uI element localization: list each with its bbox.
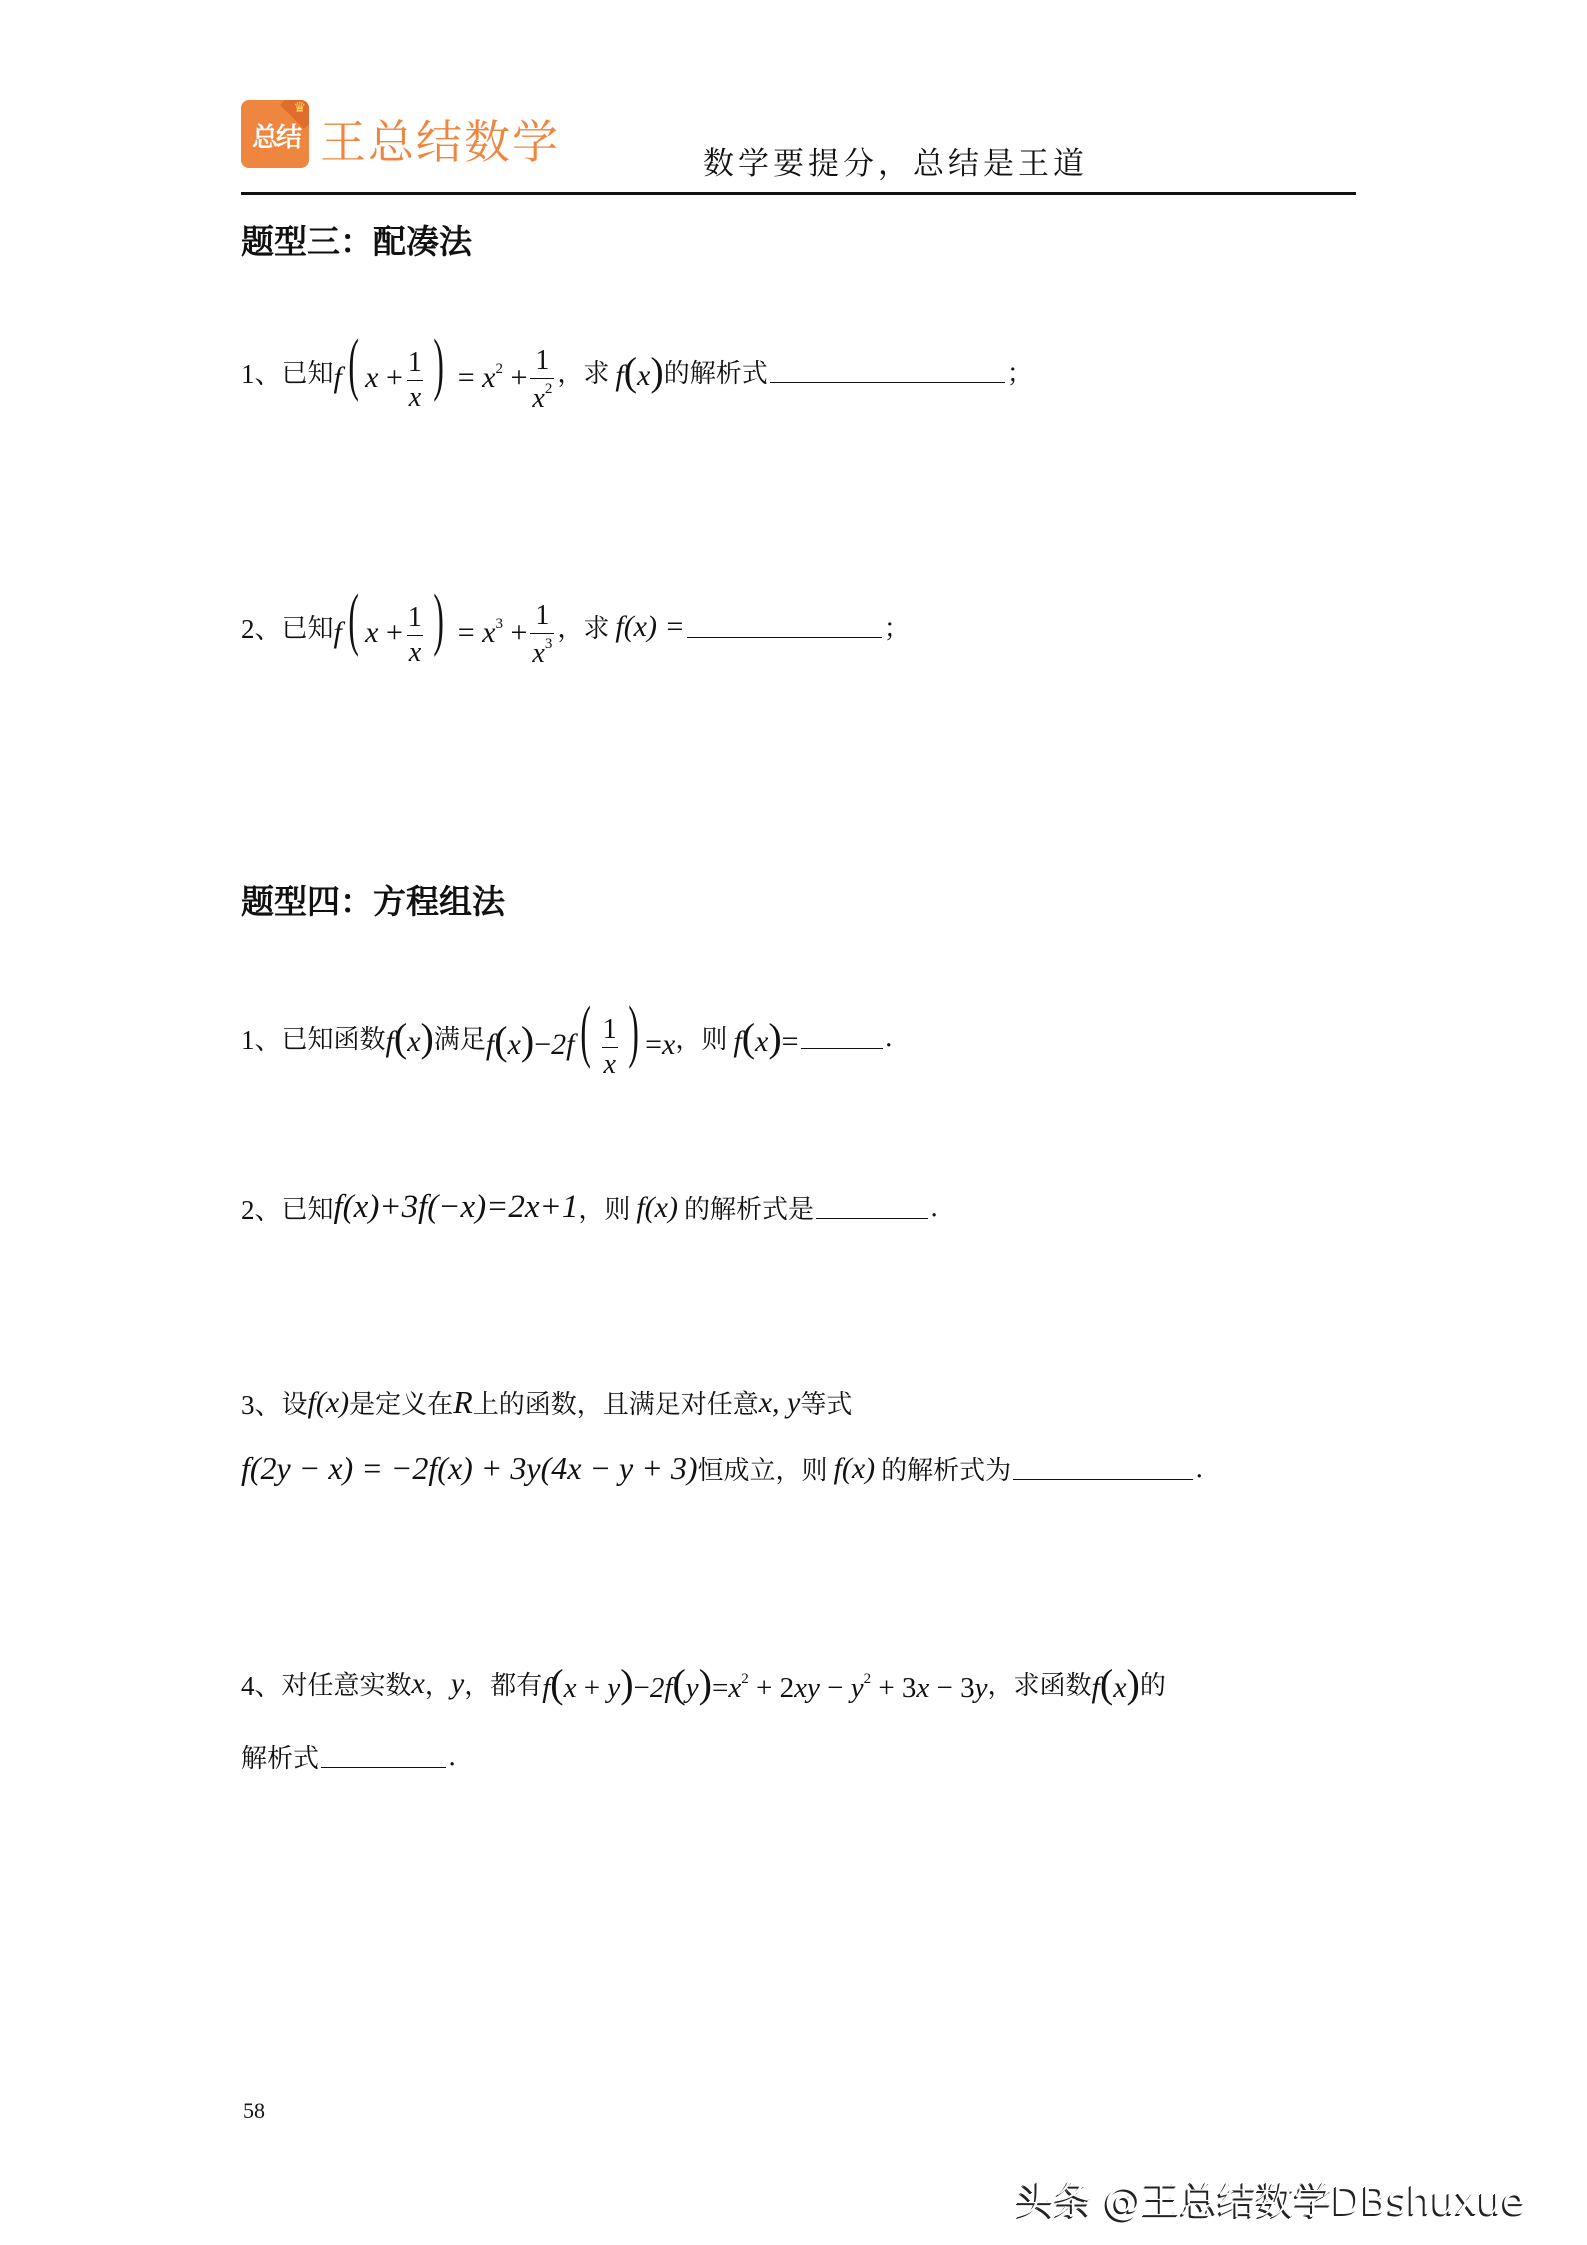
equation: $f(x + y)-2f(y)=x^2 + 2xy - y^2 + 3x - 3y$ [542,1661,988,1706]
section-title-4: 题型四：方程组法 [241,882,505,921]
equation: f( x + $\frac{1}{x}$ ) = $x^3$ + $\frac{1}{x^3}$ [333,581,553,670]
target-function: f(x) = [615,609,685,643]
problem-number: 2、 [241,614,282,645]
problem-number: 3、 [241,1390,282,1420]
problem-3-1: 1、 已知 f( x + $\frac{1}{x}$ ) = $x^2$ + $\frac{1}{x^2}$ ，求 f(x) 的解析式 ； [241,326,1033,415]
watermark: 头条 @王总结数学DBshuxue [1016,2179,1526,2223]
problem-3-2: 2、 已知 f( x + $\frac{1}{x}$ ) = $x^3$ + $\frac{1}{x^3}$ ，求 f(x) = ； [241,581,910,670]
slogan: 数学要提分，总结是王道 [703,146,1088,182]
answer-blank[interactable] [321,1745,446,1768]
target-function: f(x) [615,349,664,395]
problem-4-2: 2、 已知 f(x)+3f(−x)=2x+1 ，则 f(x) 的解析式是 . [241,1189,939,1225]
answer-blank[interactable] [816,1196,928,1219]
brand-name: 王总结数学 [320,115,560,169]
problem-number: 2、 [241,1195,282,1225]
target-function: f(x)= [733,1015,799,1061]
header-divider [241,192,1356,195]
equation: f(x)+3f(−x)=2x+1 [333,1189,579,1225]
answer-blank[interactable] [1013,1457,1193,1480]
problem-4-3: 3、 设 f(x) 是定义在 R 上的函数，且满足对任意 x, y 等式 [241,1384,853,1420]
problem-4-4-line2: 解析式 . [241,1741,457,1774]
problem-number: 1、 [241,1025,282,1056]
target-function: f(x) [636,1190,678,1224]
answer-blank[interactable] [770,360,1005,383]
equation: f(2y − x) = −2f(x) + 3y(4x − y + 3) [241,1450,698,1486]
equation: f(x)−2f( $\frac{1}{x}$ ) =x [485,993,676,1080]
crown-icon: ♛ [293,101,306,116]
target-function: f(x) [833,1451,876,1485]
answer-blank[interactable] [801,1026,883,1049]
problem-4-4: 4、 对任意实数 x ， y ，都有 $f(x + y)-2f(y)=x^2 + 2xy - y^2 + 3x - 3y$ ，求函数 f(x) 的 [241,1661,1166,1706]
problem-number: 1、 [241,359,282,390]
problem-4-1: 1、 已知函数 f(x) 满足 f(x)−2f( $\frac{1}{x}$ ) =x ，则 f(x)= . [241,993,893,1080]
equation: f( x + $\frac{1}{x}$ ) = $x^2$ + $\frac{1}{x^2}$ [333,326,553,415]
page-number: 58 [243,2098,265,2123]
problem-number: 4、 [241,1671,282,1701]
problem-4-3-line2: f(2y − x) = −2f(x) + 3y(4x − y + 3) 恒成立，则 f(x) 的解析式为 . [241,1450,1204,1486]
logo-glyph: 总结 [251,123,300,153]
answer-blank[interactable] [687,615,882,638]
brand-logo [241,100,309,168]
target-function: f(x) [1091,1661,1140,1706]
section-title-3: 题型三：配凑法 [241,222,472,261]
